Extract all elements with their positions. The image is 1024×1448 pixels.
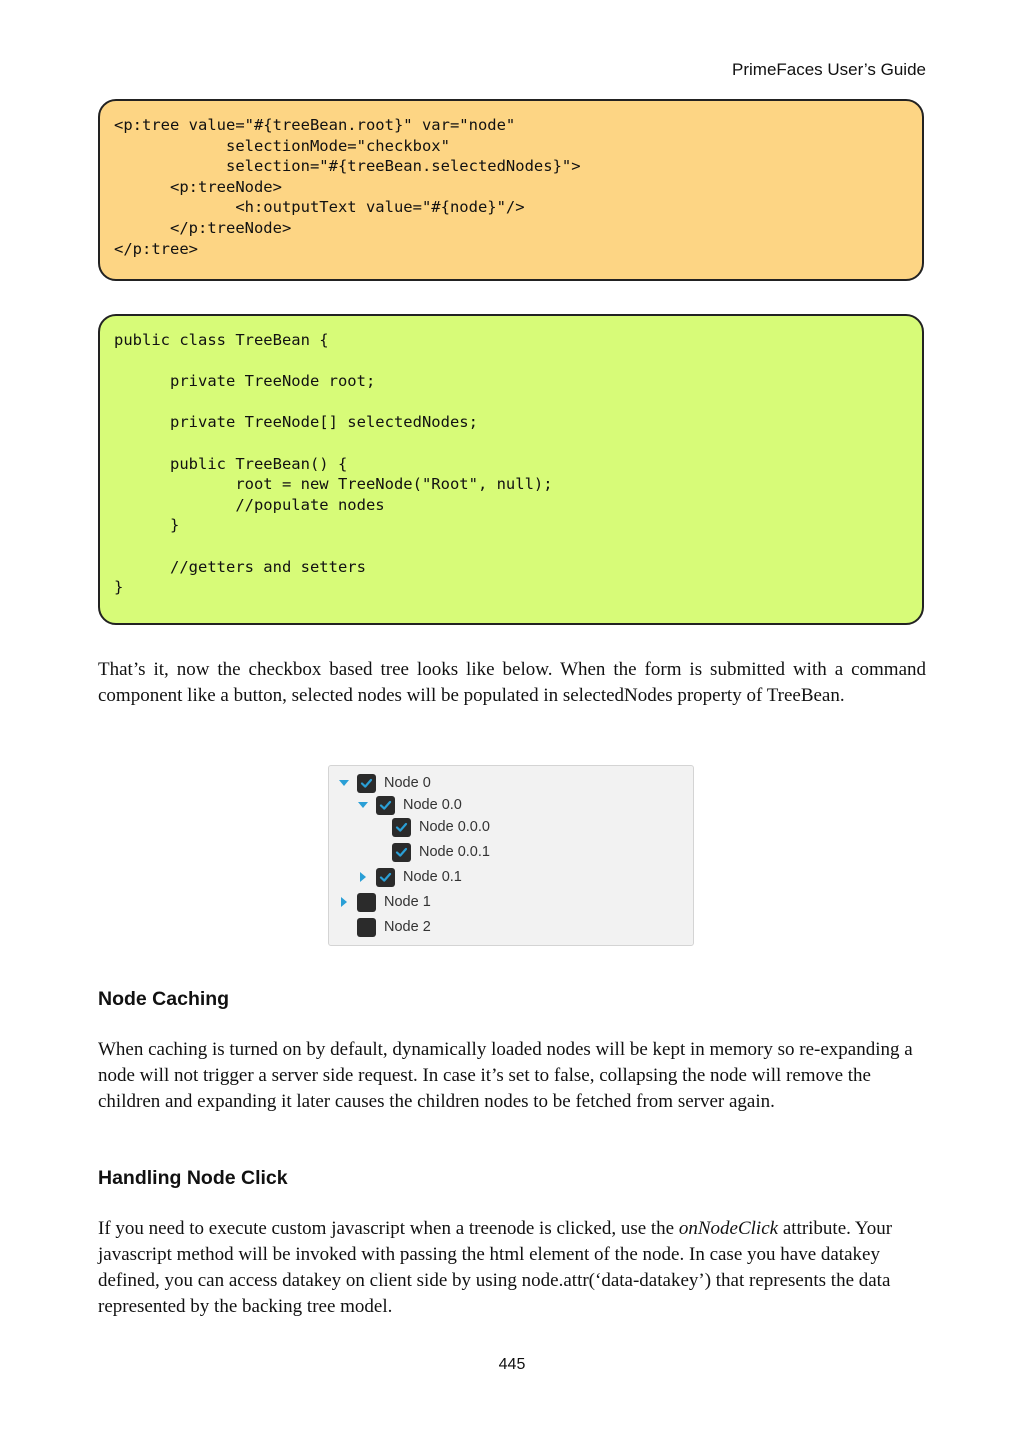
caret-right-icon[interactable] [339, 897, 349, 907]
tree-node-0-0[interactable] [358, 794, 462, 816]
checked-checkbox-icon[interactable] [376, 868, 395, 887]
onnodeclick-attribute: onNodeClick [678, 1218, 779, 1239]
checkbox-tree-screenshot [328, 765, 694, 946]
tree-node-label: Node 0.0.0 [419, 819, 490, 835]
checked-checkbox-icon[interactable] [357, 774, 376, 793]
unchecked-checkbox-icon[interactable] [357, 893, 376, 912]
xml-code-block [98, 99, 924, 281]
node-caching-paragraph: When caching is turned on by default, dynamically loaded nodes will be kept in memory so re-expanding a node will not trigger a server side request. In case it’s set to false, collapsing the node will remove the children and expanding it later causes the children nodes to be fetched from server again. [98, 1039, 913, 1112]
intro-paragraph: That’s it, now the checkbox based tree looks like below. When the form is submitted with a command component like a button, selected nodes will be populated in selectedNodes property of TreeBean. [98, 659, 926, 706]
tree-node-0-0-1[interactable] [374, 841, 490, 863]
tree-node-1[interactable] [339, 891, 431, 913]
checkmark-icon [379, 799, 392, 812]
checkmark-icon [395, 846, 408, 859]
caret-down-icon[interactable] [339, 778, 349, 788]
tree-node-label: Node 0 [384, 775, 431, 791]
running-header: PrimeFaces User’s Guide [732, 60, 926, 79]
tree-node-0-0-0[interactable] [374, 816, 490, 838]
caret-down-icon[interactable] [358, 800, 368, 810]
node-click-text-before: If you need to execute custom javascript when a treenode is clicked, use the [98, 1218, 679, 1239]
checked-checkbox-icon[interactable] [376, 796, 395, 815]
checked-checkbox-icon[interactable] [392, 843, 411, 862]
xml-code: <p:tree value="#{treeBean.root}" var="node" selectionMode="checkbox" selection="#{treeBean.selectedNodes}"> <p:treeNode> <h:outputText value="#{node}"/> </p:treeNode> </p:tree> [114, 116, 581, 258]
caret-right-icon[interactable] [358, 872, 368, 882]
java-code: public class TreeBean { private TreeNode root; private TreeNode[] selectedNodes; public TreeBean() { root = new TreeNode("Root", null); //populate nodes } //getters and setters } [114, 331, 553, 597]
tree-node-label: Node 0.0 [403, 797, 462, 813]
tree-node-label: Node 1 [384, 894, 431, 910]
node-click-text-after: attribute. Your javascript method will be invoked with passing the html element of the node. In case you have datakey defined, you can access datakey on client side by using node.attr(‘data-datakey’) that represents the data represented by the backing tree model. [98, 1218, 893, 1317]
checkmark-icon [379, 871, 392, 884]
tree-node-label: Node 2 [384, 919, 431, 935]
tree-node-0-1[interactable] [358, 866, 462, 888]
checkmark-icon [360, 777, 373, 790]
heading-handling-node-click: Handling Node Click [98, 1167, 288, 1189]
tree-node-label: Node 0.1 [403, 869, 462, 885]
page-number: 445 [498, 1356, 526, 1373]
heading-node-caching: Node Caching [98, 988, 230, 1010]
java-code-block [98, 314, 924, 625]
tree-node-0[interactable] [339, 772, 431, 794]
checkmark-icon [395, 821, 408, 834]
checked-checkbox-icon[interactable] [392, 818, 411, 837]
tree-node-2[interactable] [339, 916, 431, 938]
node-click-paragraph [98, 1216, 926, 1320]
tree-node-label: Node 0.0.1 [419, 844, 490, 860]
unchecked-checkbox-icon[interactable] [357, 918, 376, 937]
